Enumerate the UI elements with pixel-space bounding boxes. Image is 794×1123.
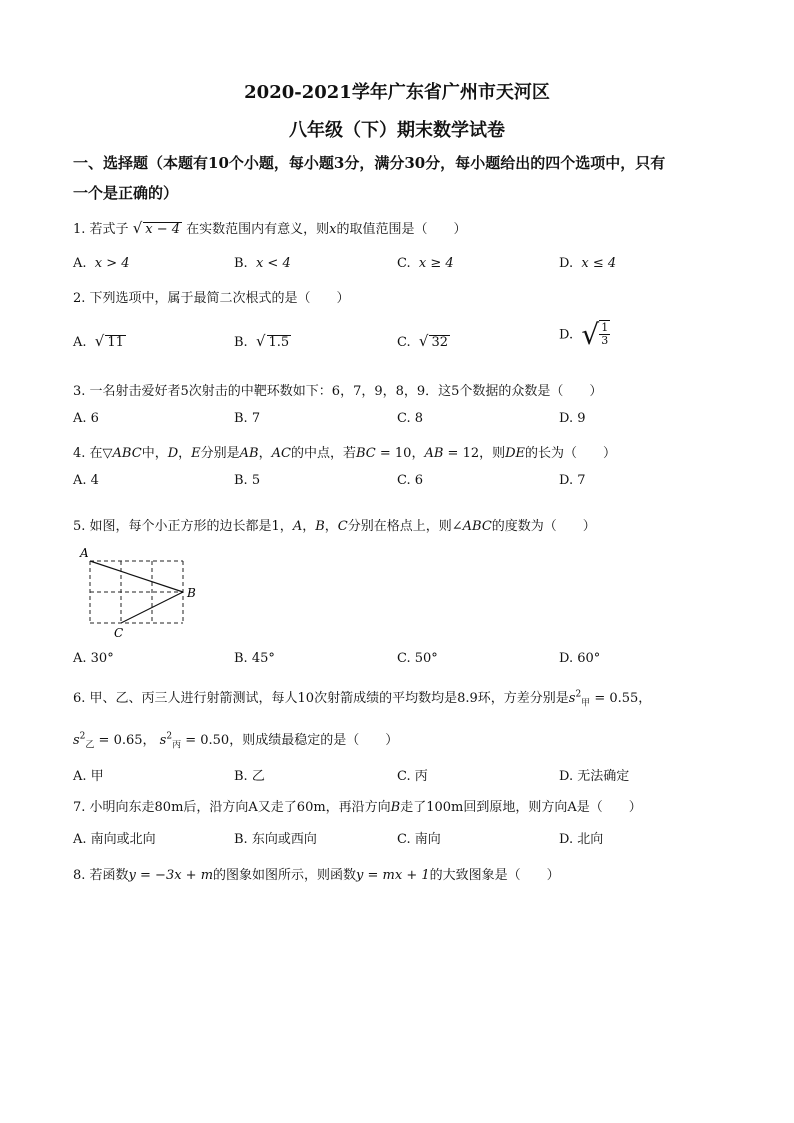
q4-text: 分别是 [200, 446, 240, 461]
q2-option-c[interactable] [397, 332, 450, 350]
q1-option-b[interactable] [234, 256, 291, 271]
q7-option-b[interactable]: B. 东向或西向 [234, 832, 317, 847]
q6-value: = 0.50，则成绩最稳定的是（ ） [181, 733, 399, 748]
question-6-line2 [73, 729, 398, 751]
q5-option-b[interactable]: B. 45° [234, 651, 275, 666]
option-label: C. [397, 256, 411, 271]
question-1 [73, 218, 467, 237]
q4-option-b[interactable]: B. 5 [234, 473, 261, 488]
q4-text: = 10， [375, 446, 425, 461]
option-label: D. [559, 327, 574, 343]
q4-point-d: D [167, 446, 179, 461]
exam-title-line1: 2020-2021学年广东省广州市天河区 [244, 82, 550, 103]
q1-option-a[interactable] [73, 256, 130, 271]
option-value: 32 [431, 335, 448, 350]
q5-text: 分别在格点上，则∠ [347, 519, 463, 534]
grid-figure [78, 546, 208, 641]
q1-text-post: 在实数范围内有意义，则 [186, 222, 330, 237]
q3-option-b[interactable]: B. 7 [234, 411, 261, 426]
q5-point-b: B [315, 519, 325, 534]
q8-function-1: y = −3x + m [128, 868, 214, 883]
q4-text: 的中点，若 [290, 446, 356, 461]
q3-option-c[interactable]: C. 8 [397, 411, 424, 426]
q6-variance-symbol: s [568, 691, 576, 706]
q5-point-a: A [292, 519, 303, 534]
grid-lines [90, 561, 183, 623]
q7-text: 7. 小明向东走80m后，沿方向A又走了60m，再沿方向 [73, 800, 391, 815]
q4-segment-de: DE [505, 446, 526, 461]
q6-variance-symbol: s [73, 733, 80, 748]
option-label: D. [559, 256, 574, 271]
q4-segment-bc: BC [356, 446, 376, 461]
q4-text: ， [258, 446, 272, 461]
q5-point-c: C [337, 519, 348, 534]
q5-option-a[interactable]: A. 30° [73, 651, 114, 666]
q6-superscript: 2 [575, 689, 582, 700]
question-6-line1 [73, 687, 651, 709]
q4-option-d[interactable]: D. 7 [559, 473, 586, 488]
q1-option-c[interactable] [397, 256, 454, 271]
q7-direction-b: B [390, 800, 401, 815]
fraction-denominator: 3 [601, 334, 609, 347]
q3-option-a[interactable]: A. 6 [73, 411, 99, 426]
q6-value: = 0.65， [94, 733, 156, 748]
q4-segment-ac: AC [271, 446, 291, 461]
q6-option-d[interactable]: D. 无法确定 [559, 769, 630, 784]
q7-text: 走了100m回到原地，则方向A是（ ） [400, 800, 642, 815]
question-5 [73, 515, 596, 534]
option-label: B. [234, 335, 248, 350]
q5-option-d[interactable]: D. 60° [559, 651, 601, 666]
q6-value: = 0.55， [590, 691, 652, 706]
section-heading-line2: 一个是正确的） [73, 184, 179, 202]
q5-text: ， [324, 519, 338, 534]
sqrt-symbol: √ [94, 332, 105, 350]
option-label: B. [234, 256, 248, 271]
q4-text: 中， [141, 446, 168, 461]
option-value: 11 [107, 335, 124, 350]
question-8 [73, 864, 560, 883]
label-b: B [187, 586, 196, 600]
q6-option-b[interactable]: B. 乙 [234, 769, 265, 784]
label-c: C [114, 626, 124, 640]
q5-text: ， [302, 519, 316, 534]
option-label: A. [73, 256, 87, 271]
question-2: 2. 下列选项中，属于最简二次根式的是（ ） [73, 291, 350, 306]
question-4 [73, 442, 616, 461]
q4-text: = 12，则 [443, 446, 506, 461]
q6-variance-symbol: s [159, 733, 167, 748]
exam-title-line2: 八年级（下）期末数学试卷 [289, 120, 505, 141]
q1-text-post2: 的取值范围是（ ） [336, 222, 467, 237]
q8-text: 的大致图象是（ ） [429, 868, 560, 883]
q6-superscript: 2 [166, 731, 173, 742]
q4-option-c[interactable]: C. 6 [397, 473, 424, 488]
q4-triangle: ▽ABC [102, 446, 142, 461]
q6-option-c[interactable]: C. 丙 [397, 769, 428, 784]
sqrt-symbol: √ [132, 219, 143, 237]
segment-ab [90, 561, 183, 592]
q6-subscript-bing: 丙 [172, 740, 182, 751]
fraction-numerator: 1 [601, 321, 609, 334]
q8-text: 8. 若函数 [73, 868, 129, 883]
q2-option-b[interactable] [234, 332, 291, 350]
section-heading-line1: 一、选择题（本题有10个小题，每小题3分，满分30分，每小题给出的四个选项中，只有 [73, 154, 666, 172]
q7-option-a[interactable]: A. 南向或北向 [73, 832, 156, 847]
q5-text: 5. 如图，每个小正方形的边长都是1， [73, 519, 293, 534]
q8-text: 的图象如图所示，则函数 [213, 868, 357, 883]
sqrt-symbol: √ [255, 332, 266, 350]
q4-text: ， [178, 446, 192, 461]
q7-option-c[interactable]: C. 南向 [397, 832, 441, 847]
option-value: x ≥ 4 [418, 256, 454, 271]
q6-option-a[interactable]: A. 甲 [73, 769, 104, 784]
q2-option-d[interactable] [559, 320, 610, 350]
q4-segment-ab: AB [239, 446, 259, 461]
q4-segment-ab: AB [424, 446, 444, 461]
q4-text: 的长为（ ） [525, 446, 617, 461]
q6-subscript-jia: 甲 [581, 698, 591, 709]
q6-superscript: 2 [79, 731, 86, 742]
q5-angle-abc: ABC [462, 519, 492, 534]
option-value: 1.5 [268, 335, 290, 350]
q4-option-a[interactable]: A. 4 [73, 473, 99, 488]
sqrt-symbol: √ [418, 332, 429, 350]
option-value: x ≤ 4 [581, 256, 617, 271]
q1-var: x [329, 222, 337, 237]
label-a: A [80, 546, 89, 560]
option-label: A. [73, 335, 87, 350]
q7-option-d[interactable]: D. 北向 [559, 832, 604, 847]
q6-text: 6. 甲、乙、丙三人进行射箭测试，每人10次射箭成绩的平均数均是8.9环，方差分别是 [73, 691, 569, 706]
q5-text: 的度数为（ ） [491, 519, 596, 534]
option-value: x < 4 [255, 256, 291, 271]
q6-subscript-yi: 乙 [85, 740, 95, 751]
question-7 [73, 796, 642, 815]
option-label: C. [397, 335, 411, 350]
question-3: 3. 一名射击爱好者5次射击的中靶环数如下：6，7，9，8，9．这5个数据的众数是（ ） [73, 384, 603, 399]
q1-option-d[interactable] [559, 256, 616, 271]
q1-text-pre: 1. 若式子 [73, 222, 129, 237]
q3-option-d[interactable]: D. 9 [559, 411, 586, 426]
q2-option-a[interactable] [73, 332, 126, 350]
q4-point-e: E [191, 446, 201, 461]
sqrt-symbol: √ [581, 318, 600, 351]
q1-radicand: x − 4 [145, 222, 181, 237]
q4-text: 4. 在 [73, 446, 103, 461]
q5-option-c[interactable]: C. 50° [397, 651, 438, 666]
option-value: x > 4 [94, 256, 130, 271]
q8-function-2: y = mx + 1 [356, 868, 430, 883]
